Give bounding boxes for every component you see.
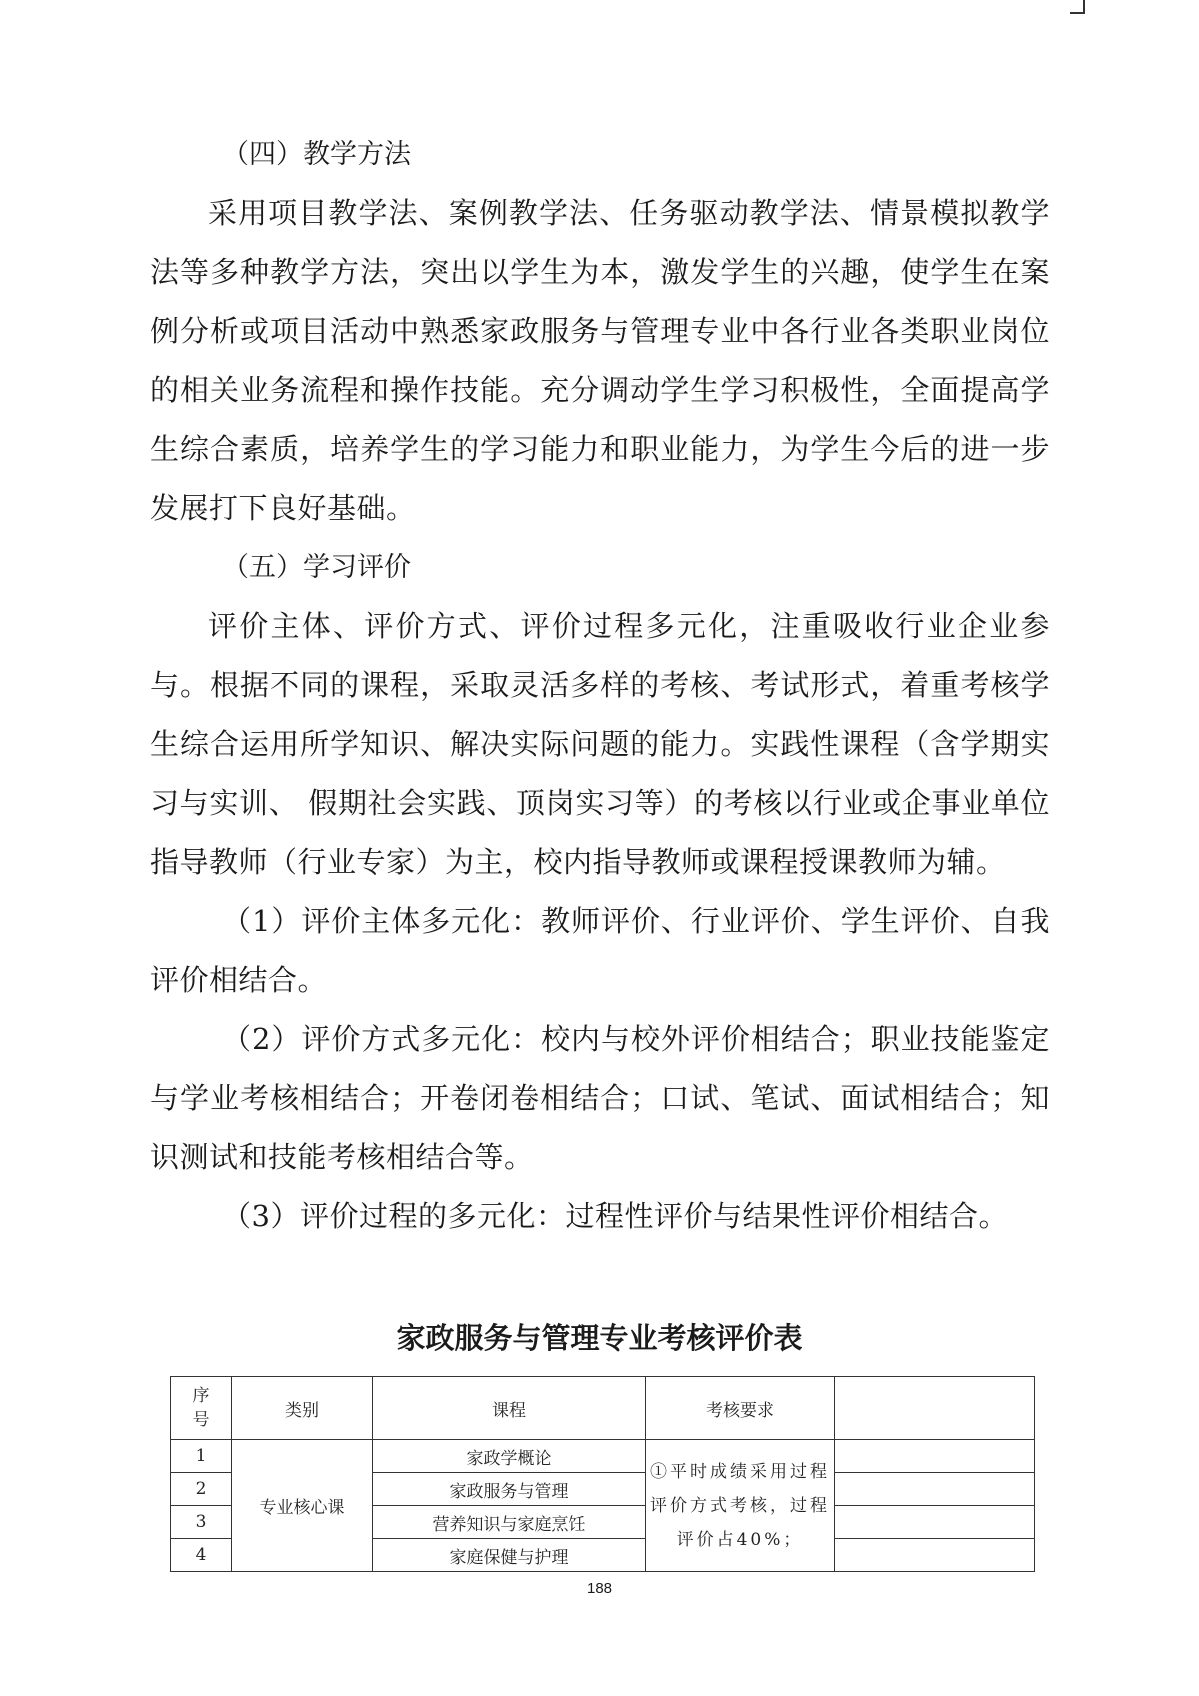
header-course: 课程 — [373, 1377, 646, 1440]
cell-extra — [835, 1440, 1035, 1473]
header-seq-line1: 序 — [192, 1386, 210, 1406]
section-heading-teaching-methods: （四）教学方法 — [222, 139, 411, 170]
header-extra — [835, 1377, 1035, 1440]
teaching-methods-paragraph: 采用项目教学法、案例教学法、任务驱动教学法、情景模拟教学法等多种教学方法，突出以学生为本，激发学生的兴趣，使学生在案例分析或项目活动中熟悉家政服务与管理专业中各行业各类职业岗位的相关业务流程和操作技能。充分调动学生学习积极性，全面提高学生综合素质，培养学生的学习能力和职业能力，为学生今后的进一步发展打下良好基础。 — [150, 196, 1050, 525]
evaluation-table — [170, 1376, 1035, 1572]
cell-course: 家政学概论 — [373, 1440, 646, 1473]
cell-extra — [835, 1506, 1035, 1539]
header-seq — [171, 1377, 232, 1440]
evaluation-item-2: （2）评价方式多元化：校内与校外评价相结合；职业技能鉴定与学业考核相结合；开卷闭卷相结合；口试、笔试、面试相结合；知识测试和技能考核相结合等。 — [150, 1022, 1050, 1174]
cell-requirement: ①平时成绩采用过程评价方式考核，过程评价占40%； — [646, 1440, 835, 1572]
cell-extra — [835, 1539, 1035, 1572]
cell-category: 专业核心课 — [232, 1440, 373, 1572]
section-heading-learning-evaluation: （五）学习评价 — [222, 552, 411, 583]
evaluation-item-1: （1）评价主体多元化：教师评价、行业评价、学生评价、自我评价相结合。 — [150, 904, 1050, 997]
table-header-row — [171, 1377, 1035, 1440]
cell-extra — [835, 1473, 1035, 1506]
cell-seq: 1 — [171, 1440, 232, 1473]
page-number: 188 — [586, 1580, 613, 1597]
header-seq-line2: 号 — [192, 1410, 210, 1430]
cell-seq: 2 — [171, 1473, 232, 1506]
cell-course: 营养知识与家庭烹饪 — [373, 1506, 646, 1539]
cell-course: 家庭保健与护理 — [373, 1539, 646, 1572]
cell-seq: 3 — [171, 1506, 232, 1539]
body-text — [150, 125, 1050, 1246]
cell-course: 家政服务与管理 — [373, 1473, 646, 1506]
header-requirement: 考核要求 — [646, 1377, 835, 1440]
table-row — [171, 1440, 1035, 1473]
cell-seq: 4 — [171, 1539, 232, 1572]
header-category: 类别 — [232, 1377, 373, 1440]
evaluation-item-3: （3）评价过程的多元化：过程性评价与结果性评价相结合。 — [222, 1199, 1008, 1233]
crop-mark-horizontal — [1070, 12, 1085, 14]
learning-evaluation-paragraph: 评价主体、评价方式、评价过程多元化，注重吸收行业企业参与。根据不同的课程，采取灵活多样的考核、考试形式，着重考核学生综合运用所学知识、解决实际问题的能力。实践性课程（含学期实习与实训、 假期社会实践、顶岗实习等）的考核以行业或企事业单位指导教师（行业专家）为主，校内指导教师或课程授课教师为辅。 — [150, 609, 1050, 879]
table-title: 家政服务与管理专业考核评价表 — [396, 1321, 803, 1355]
